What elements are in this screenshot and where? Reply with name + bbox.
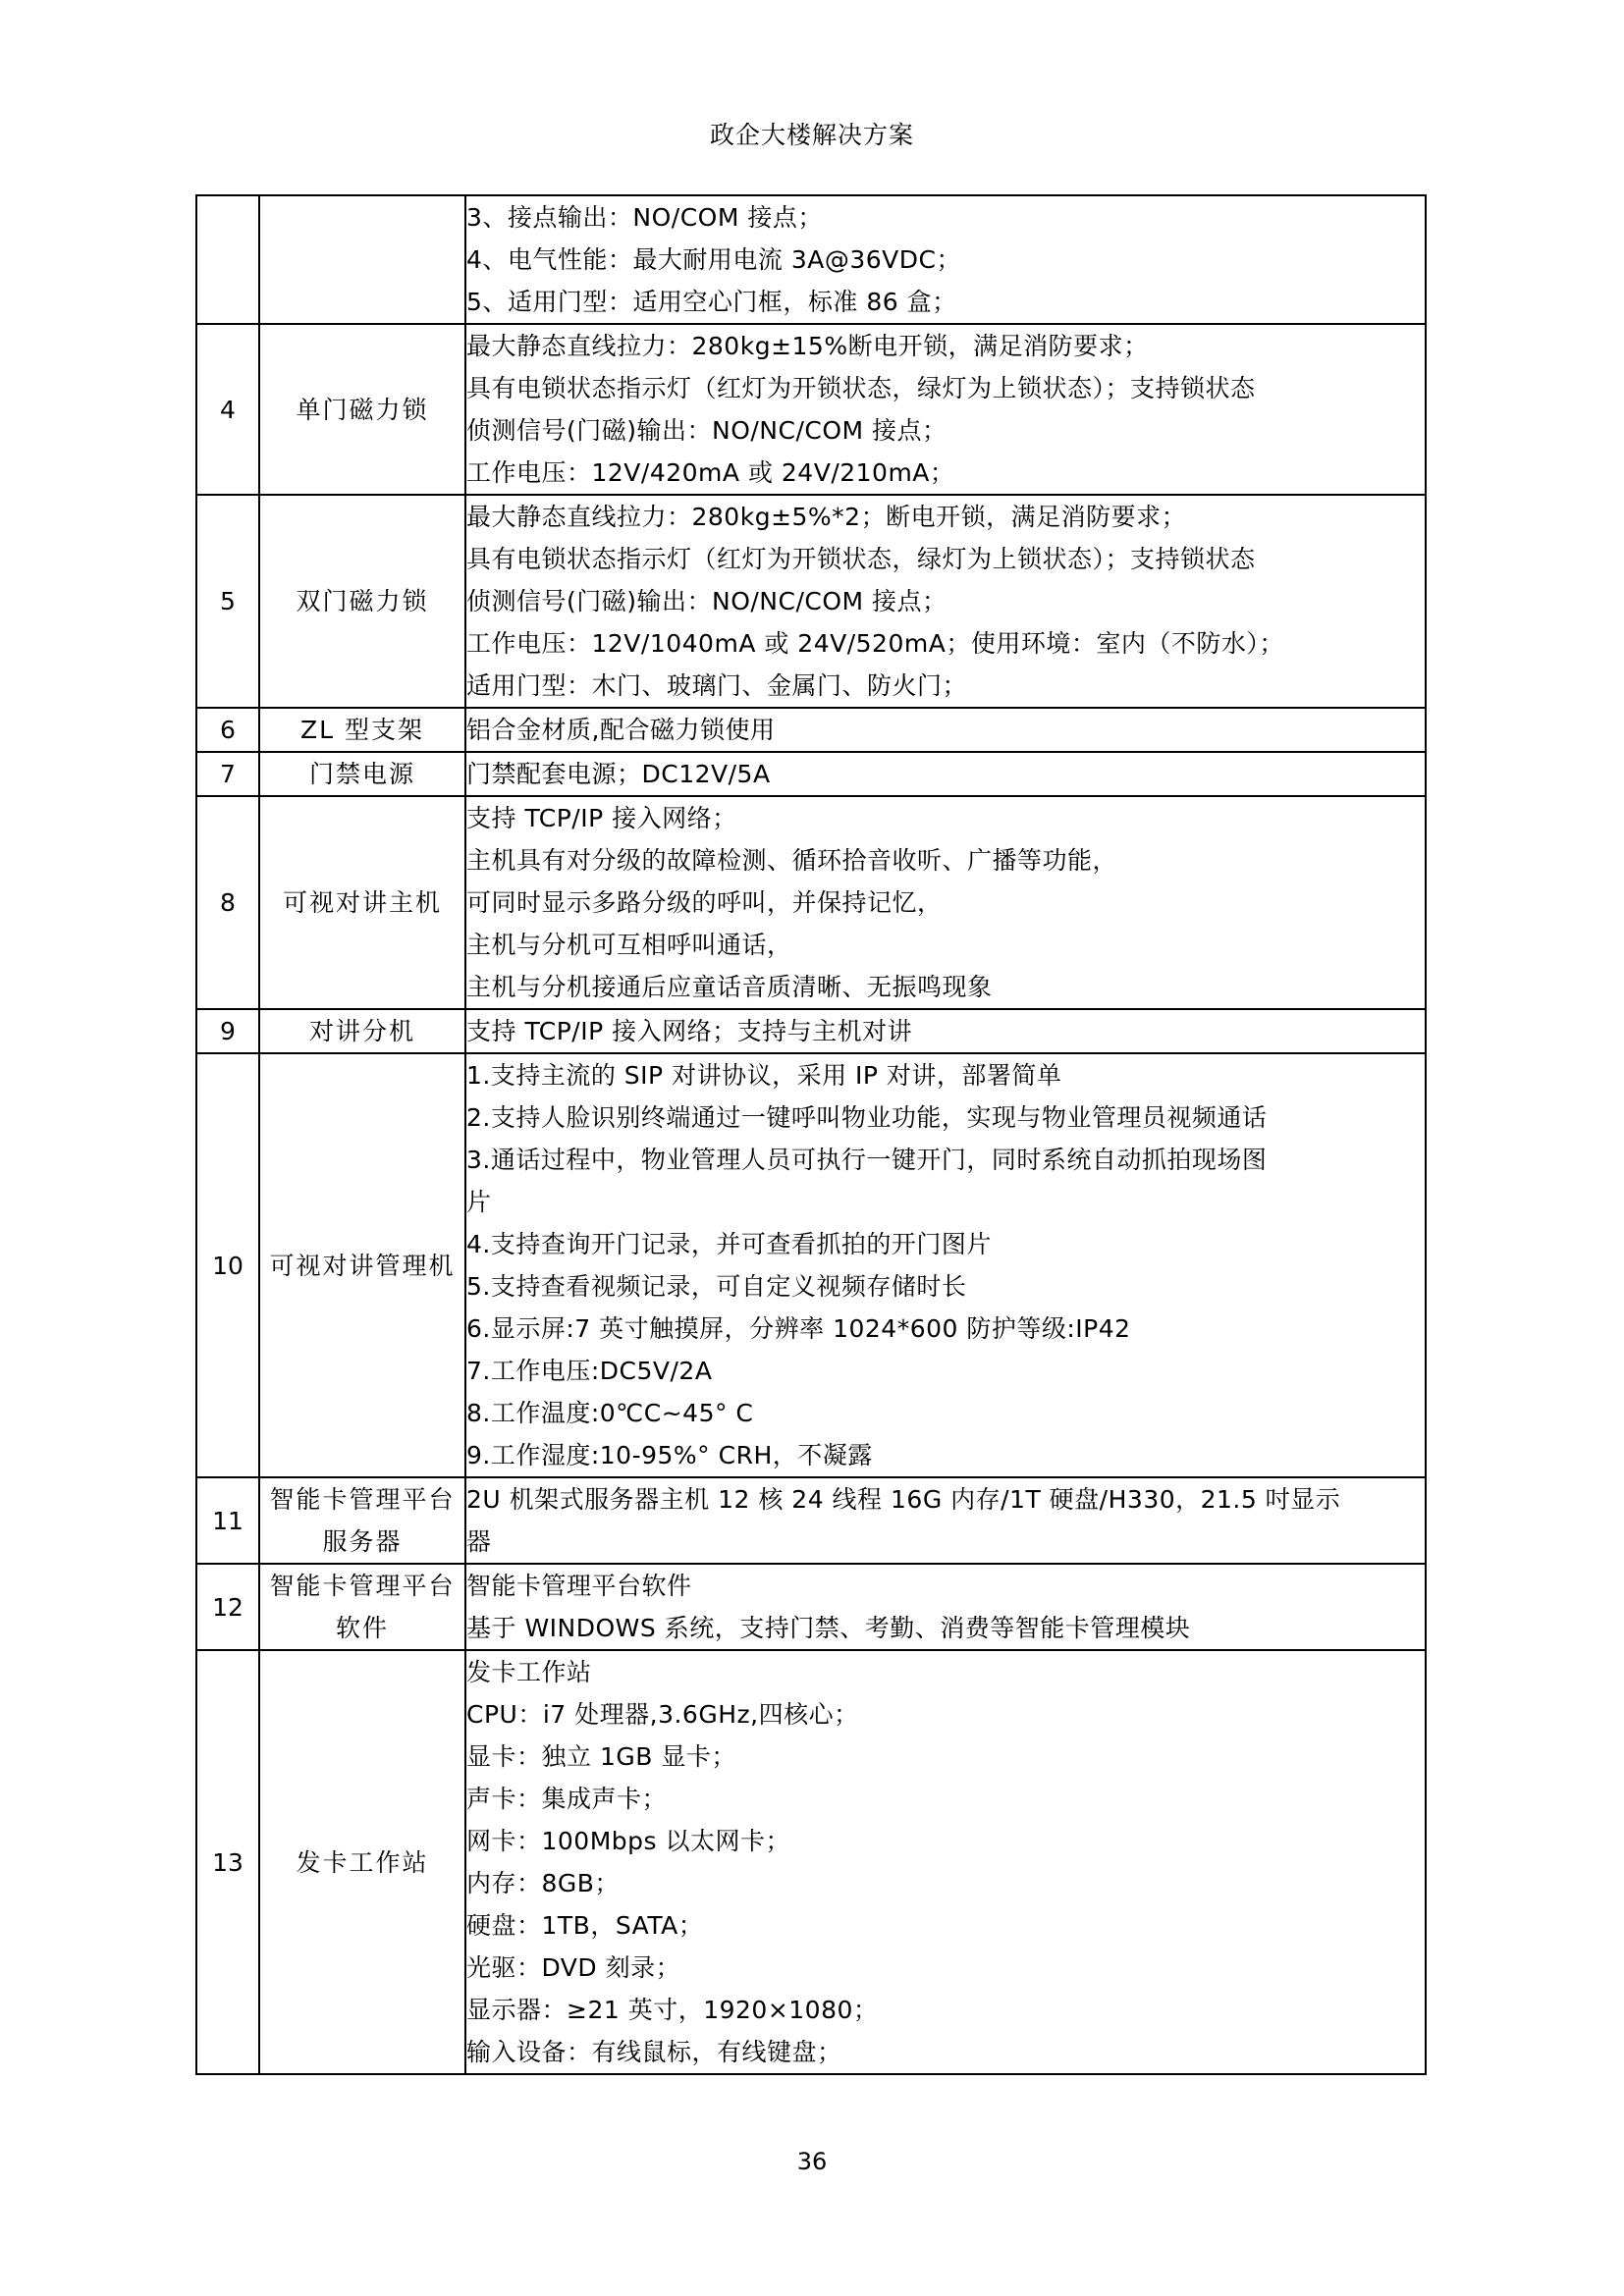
item-name-cell: 智能卡管理平台服务器	[259, 1477, 465, 1564]
spec-line: 智能卡管理平台软件	[466, 1572, 692, 1600]
table-row	[196, 1053, 1426, 1477]
table-row	[196, 752, 1426, 796]
spec-line: 显示器：≥21 英寸，1920×1080；	[466, 1996, 879, 2024]
spec-line: 可同时显示多路分级的呼叫，并保持记忆，	[466, 888, 943, 917]
item-spec-cell	[465, 796, 1426, 1009]
item-spec-cell	[465, 752, 1426, 796]
item-name-cell	[259, 195, 465, 324]
spec-table-body	[196, 195, 1426, 2074]
item-number-cell: 13	[196, 1650, 259, 2074]
spec-line: 铝合金材质,配合磁力锁使用	[466, 716, 776, 744]
spec-line: 5、适用门型：适用空心门框，标准 86 盒；	[466, 288, 957, 316]
spec-line: 侦测信号(门磁)输出：NO/NC/COM 接点；	[466, 587, 947, 615]
item-name-cell: 对讲分机	[259, 1009, 465, 1053]
item-spec-cell	[465, 708, 1426, 752]
item-number-cell: 8	[196, 796, 259, 1009]
spec-line: 输入设备：有线鼠标，有线键盘；	[466, 2038, 842, 2066]
spec-line: 支持 TCP/IP 接入网络；	[466, 804, 737, 832]
spec-line: 4、电气性能：最大耐用电流 3A@36VDC；	[466, 245, 961, 274]
spec-line: 最大静态直线拉力：280kg±15%断电开锁，满足消防要求；	[466, 332, 1149, 360]
item-name-cell: 双门磁力锁	[259, 495, 465, 708]
spec-line: 适用门型：木门、玻璃门、金属门、防火门；	[466, 671, 968, 700]
item-number-cell: 10	[196, 1053, 259, 1477]
item-name-cell: 门禁电源	[259, 752, 465, 796]
item-number-cell: 5	[196, 495, 259, 708]
item-spec-cell	[465, 324, 1426, 495]
spec-line: 2.支持人脸识别终端通过一键呼叫物业功能，实现与物业管理员视频通话	[466, 1103, 1268, 1132]
spec-line: 发卡工作站	[466, 1658, 592, 1686]
spec-line: 具有电锁状态指示灯（红灯为开锁状态，绿灯为上锁状态）；支持锁状态	[466, 374, 1256, 402]
spec-line: 网卡：100Mbps 以太网卡；	[466, 1827, 790, 1855]
spec-line: 5.支持查看视频记录，可自定义视频存储时长	[466, 1272, 967, 1301]
item-number-cell: 12	[196, 1564, 259, 1650]
spec-line: 7.工作电压:DC5V/2A	[466, 1357, 713, 1385]
item-spec-cell	[465, 1053, 1426, 1477]
item-spec-cell	[465, 495, 1426, 708]
item-number-cell: 6	[196, 708, 259, 752]
table-row	[196, 1009, 1426, 1053]
item-name-cell: 单门磁力锁	[259, 324, 465, 495]
item-spec-cell	[465, 1564, 1426, 1650]
item-number-cell: 11	[196, 1477, 259, 1564]
spec-line: 器	[466, 1527, 492, 1556]
item-spec-cell	[465, 1650, 1426, 2074]
item-spec-cell	[465, 195, 1426, 324]
spec-line: 内存：8GB；	[466, 1869, 620, 1897]
table-row	[196, 708, 1426, 752]
equipment-spec-table	[195, 194, 1427, 2075]
spec-line: 片	[466, 1188, 492, 1216]
item-name-cell: ZL 型支架	[259, 708, 465, 752]
item-number-cell: 7	[196, 752, 259, 796]
spec-line: 2U 机架式服务器主机 12 核 24 线程 16G 内存/1T 硬盘/H330，21.5 吋显示	[466, 1485, 1341, 1514]
table-row	[196, 324, 1426, 495]
item-number-cell: 4	[196, 324, 259, 495]
spec-line: 8.工作温度:0℃C~45° C	[466, 1399, 754, 1427]
page-header-title: 政企大楼解决方案	[709, 121, 914, 149]
item-number-cell	[196, 195, 259, 324]
table-row	[196, 1650, 1426, 2074]
item-spec-cell	[465, 1477, 1426, 1564]
item-spec-cell	[465, 1009, 1426, 1053]
spec-line: 9.工作湿度:10-95%° CRH，不凝露	[466, 1441, 873, 1469]
table-row	[196, 796, 1426, 1009]
spec-line: 主机具有对分级的故障检测、循环拾音收听、广播等功能，	[466, 846, 1118, 875]
spec-line: 3、接点输出：NO/COM 接点；	[466, 203, 823, 232]
item-name-cell: 可视对讲主机	[259, 796, 465, 1009]
spec-line: 6.显示屏:7 英寸触摸屏，分辨率 1024*600 防护等级:IP42	[466, 1314, 1131, 1343]
spec-line: 4.支持查询开门记录，并可查看抓拍的开门图片	[466, 1230, 992, 1258]
table-row	[196, 195, 1426, 324]
item-name-cell: 智能卡管理平台软件	[259, 1564, 465, 1650]
table-row	[196, 495, 1426, 708]
spec-line: 具有电锁状态指示灯（红灯为开锁状态，绿灯为上锁状态）；支持锁状态	[466, 545, 1256, 573]
spec-line: CPU：i7 处理器,3.6GHz,四核心；	[466, 1700, 859, 1729]
spec-line: 主机与分机接通后应童话音质清晰、无振鸣现象	[466, 973, 993, 1001]
item-number-cell: 9	[196, 1009, 259, 1053]
spec-line: 硬盘：1TB，SATA；	[466, 1911, 704, 1940]
spec-line: 3.通话过程中，物业管理人员可执行一键开门，同时系统自动抓拍现场图	[466, 1146, 1268, 1174]
spec-line: 侦测信号(门磁)输出：NO/NC/COM 接点；	[466, 416, 947, 445]
spec-line: 支持 TCP/IP 接入网络；支持与主机对讲	[466, 1017, 913, 1045]
spec-line: 光驱：DVD 刻录；	[466, 1953, 681, 1982]
spec-line: 工作电压：12V/420mA 或 24V/210mA；	[466, 458, 955, 487]
spec-line: 最大静态直线拉力：280kg±5%*2；断电开锁，满足消防要求；	[466, 503, 1187, 531]
spec-line: 声卡：集成声卡；	[466, 1785, 668, 1813]
page-number: 36	[796, 2148, 828, 2175]
spec-line: 工作电压：12V/1040mA 或 24V/520mA；使用环境：室内（不防水）；	[466, 629, 1284, 658]
item-name-cell: 可视对讲管理机	[259, 1053, 465, 1477]
spec-line: 门禁配套电源；DC12V/5A	[466, 760, 771, 788]
table-row	[196, 1564, 1426, 1650]
spec-line: 显卡：独立 1GB 显卡；	[466, 1742, 736, 1771]
spec-line: 基于 WINDOWS 系统，支持门禁、考勤、消费等智能卡管理模块	[466, 1614, 1191, 1642]
item-name-cell: 发卡工作站	[259, 1650, 465, 2074]
spec-line: 1.支持主流的 SIP 对讲协议，采用 IP 对讲，部署简单	[466, 1061, 1062, 1090]
table-row	[196, 1477, 1426, 1564]
spec-line: 主机与分机可互相呼叫通话，	[466, 931, 792, 959]
